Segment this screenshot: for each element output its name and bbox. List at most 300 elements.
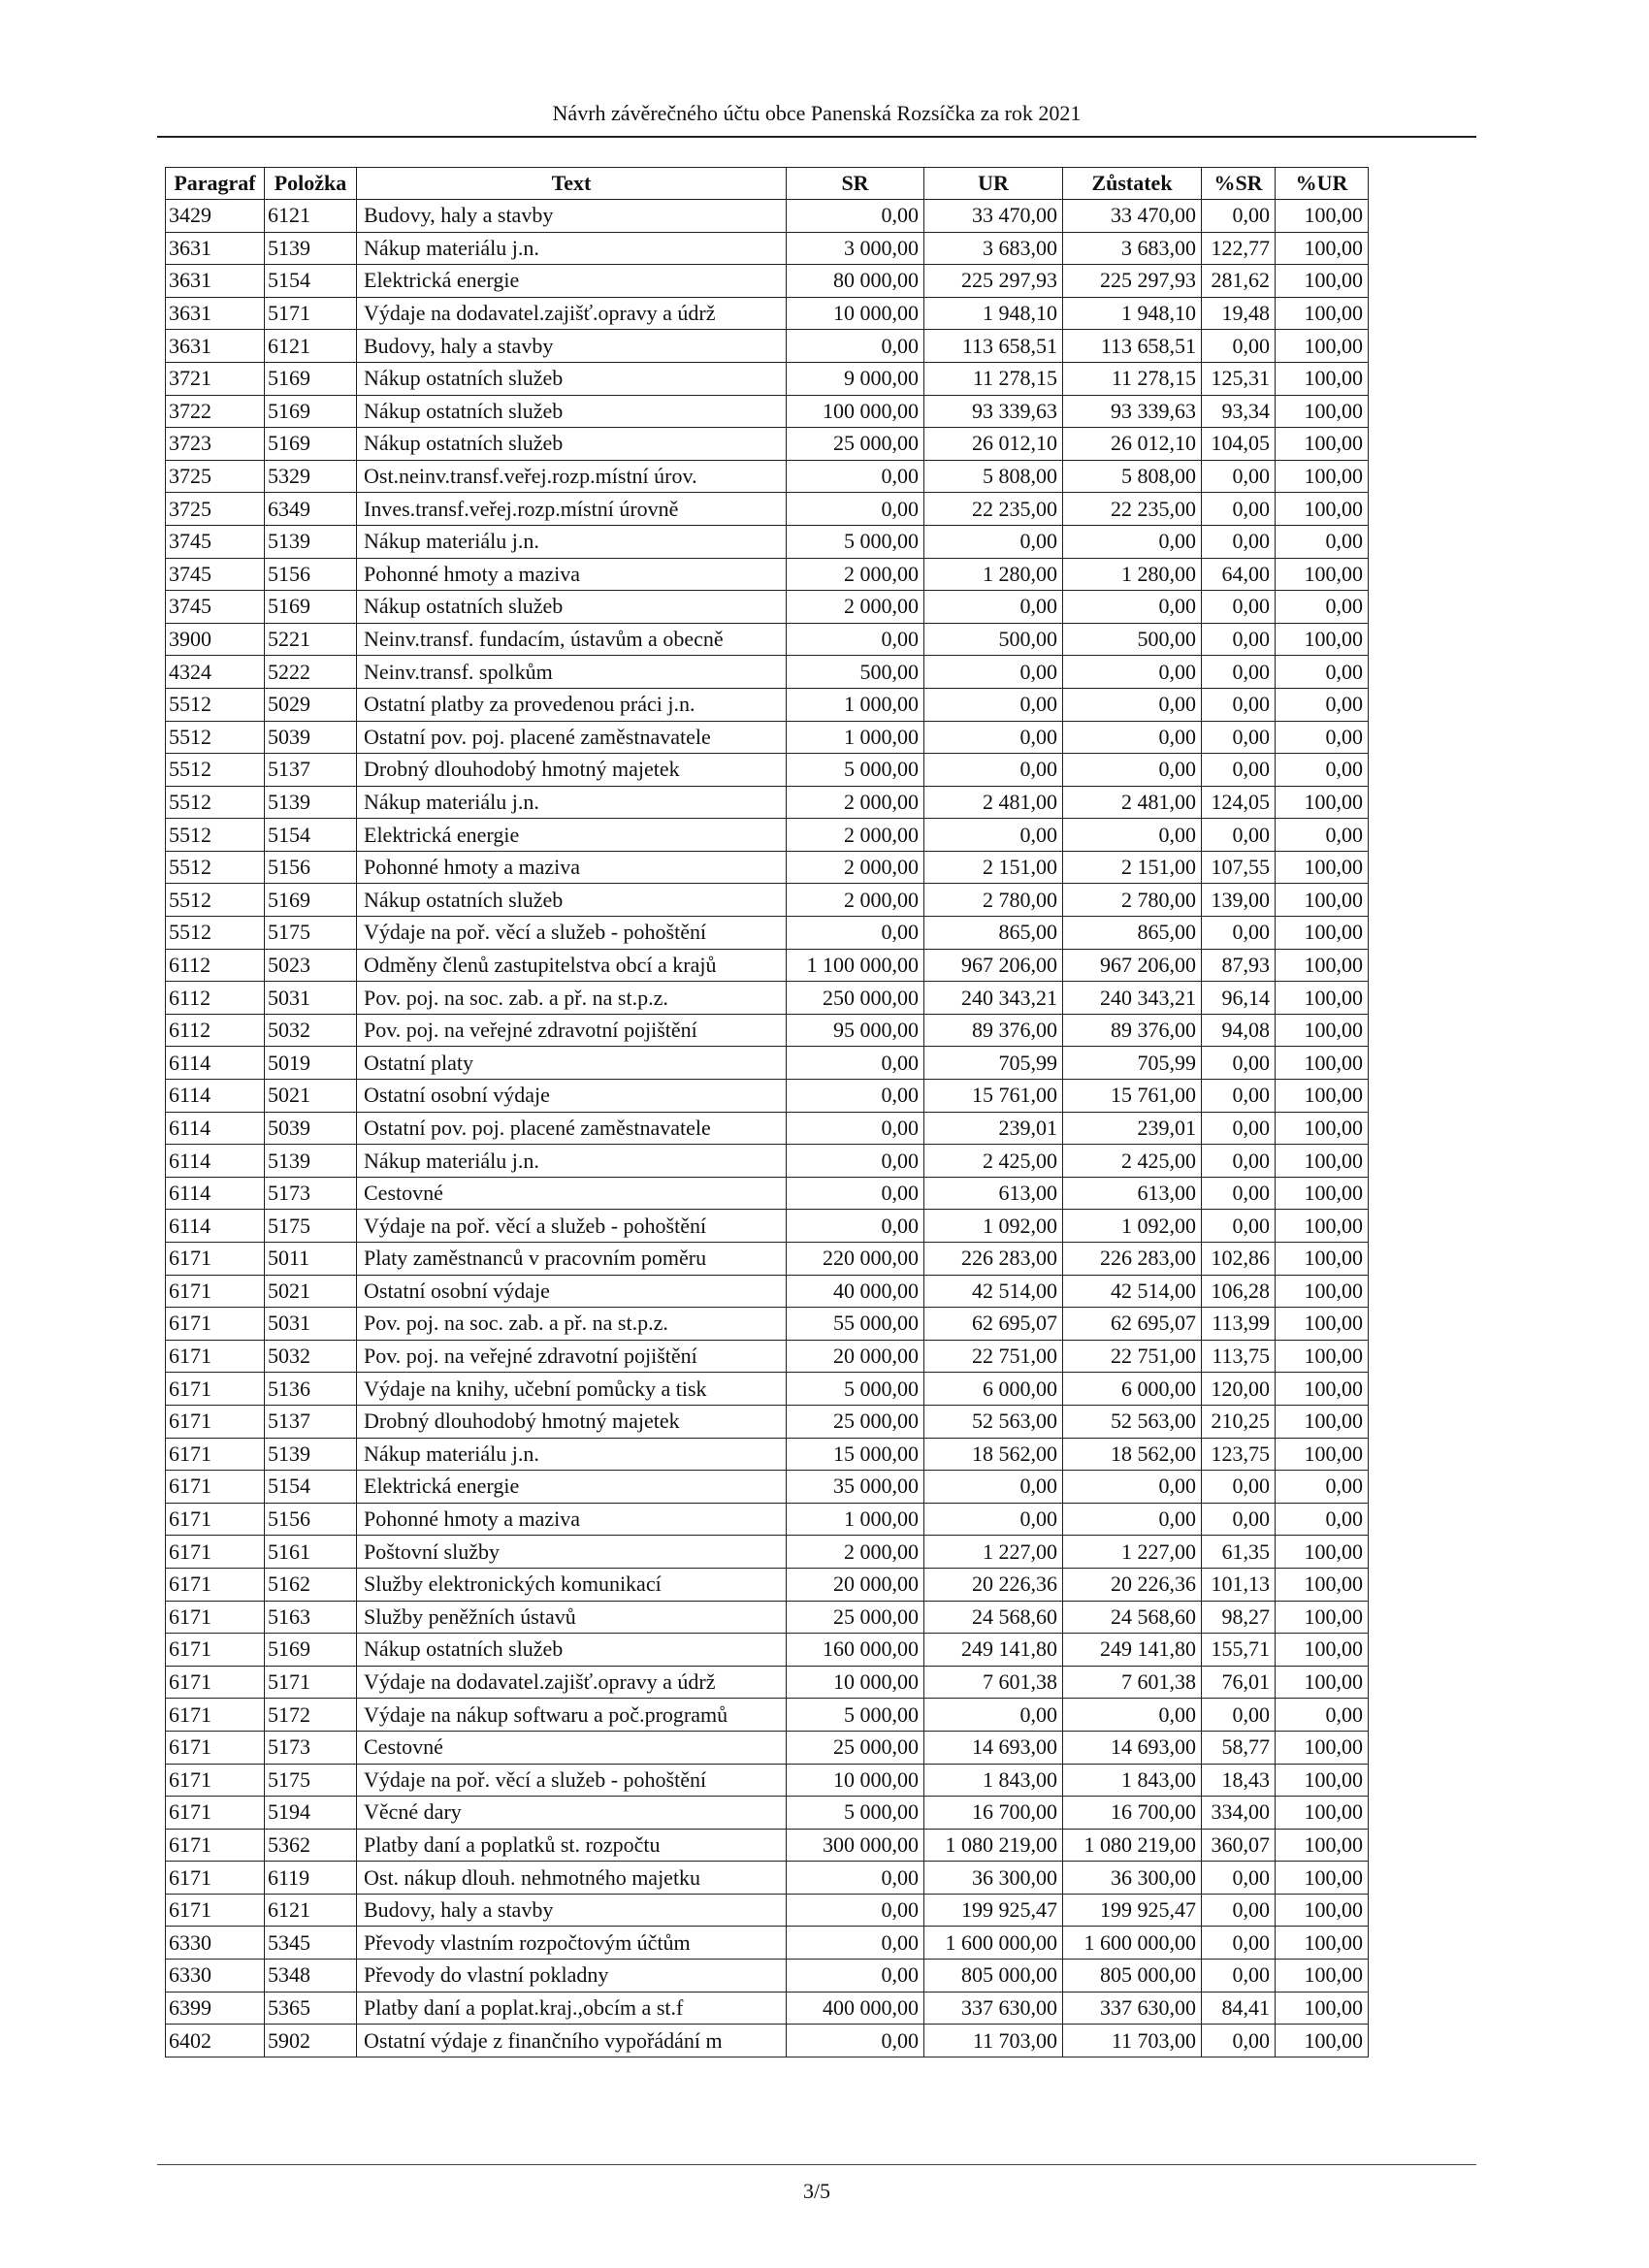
ur-cell: 7 601,38	[924, 1666, 1063, 1699]
polozka-cell: 6119	[265, 1862, 357, 1895]
pct-sr-cell: 124,05	[1202, 786, 1276, 819]
ur-cell: 1 227,00	[924, 1536, 1063, 1569]
pct-ur-cell: 100,00	[1276, 1373, 1369, 1406]
zustatek-cell: 11 278,15	[1063, 362, 1202, 395]
text-cell: Nákup materiálu j.n.	[357, 786, 787, 819]
text-cell: Ostatní výdaje z finančního vypořádání m	[357, 2025, 787, 2057]
ur-cell: 337 630,00	[924, 1992, 1063, 2025]
paragraf-cell: 6171	[166, 1308, 265, 1341]
sr-cell: 0,00	[787, 2025, 924, 2057]
header-divider	[157, 136, 1476, 138]
text-cell: Budovy, haly a stavby	[357, 200, 787, 233]
paragraf-cell: 3725	[166, 493, 265, 526]
pct-sr-cell: 18,43	[1202, 1764, 1276, 1797]
pct-ur-cell: 100,00	[1276, 1992, 1369, 2025]
pct-ur-cell: 100,00	[1276, 1438, 1369, 1471]
table-row	[166, 200, 1369, 233]
pct-ur-cell: 0,00	[1276, 656, 1369, 689]
pct-sr-cell: 0,00	[1202, 656, 1276, 689]
pct-sr-cell: 0,00	[1202, 591, 1276, 624]
ur-cell: 0,00	[924, 754, 1063, 787]
pct-sr-cell: 64,00	[1202, 558, 1276, 591]
zustatek-cell: 0,00	[1063, 1503, 1202, 1536]
polozka-cell: 5032	[265, 1014, 357, 1047]
table-row	[166, 1503, 1369, 1536]
zustatek-cell: 2 425,00	[1063, 1145, 1202, 1178]
text-cell: Elektrická energie	[357, 1471, 787, 1504]
sr-cell: 0,00	[787, 1927, 924, 1960]
zustatek-cell: 5 808,00	[1063, 460, 1202, 493]
sr-cell: 10 000,00	[787, 1764, 924, 1797]
paragraf-cell: 6402	[166, 2025, 265, 2057]
text-cell: Ost.neinv.transf.veřej.rozp.místní úrov.	[357, 460, 787, 493]
paragraf-cell: 6171	[166, 1699, 265, 1732]
paragraf-cell: 3429	[166, 200, 265, 233]
pct-sr-cell: 106,28	[1202, 1275, 1276, 1308]
sr-cell: 0,00	[787, 1894, 924, 1927]
text-cell: Převody vlastním rozpočtovým účtům	[357, 1927, 787, 1960]
sr-cell: 400 000,00	[787, 1992, 924, 2025]
zustatek-cell: 93 339,63	[1063, 395, 1202, 428]
paragraf-cell: 6171	[166, 1243, 265, 1276]
sr-cell: 1 000,00	[787, 721, 924, 754]
pct-ur-cell: 100,00	[1276, 1112, 1369, 1145]
polozka-cell: 6349	[265, 493, 357, 526]
pct-ur-cell: 100,00	[1276, 917, 1369, 950]
table-row	[166, 1568, 1369, 1601]
zustatek-cell: 15 761,00	[1063, 1080, 1202, 1113]
sr-cell: 25 000,00	[787, 1601, 924, 1634]
table-row	[166, 949, 1369, 982]
pct-ur-cell: 0,00	[1276, 1471, 1369, 1504]
table-row	[166, 1275, 1369, 1308]
text-cell: Drobný dlouhodobý hmotný majetek	[357, 1405, 787, 1438]
table-row	[166, 623, 1369, 656]
sr-cell: 20 000,00	[787, 1340, 924, 1373]
polozka-cell: 5173	[265, 1177, 357, 1210]
paragraf-cell: 3631	[166, 330, 265, 363]
pct-ur-cell: 100,00	[1276, 460, 1369, 493]
polozka-cell: 5345	[265, 1927, 357, 1960]
paragraf-cell: 5512	[166, 688, 265, 721]
polozka-cell: 5154	[265, 265, 357, 298]
sr-cell: 1 000,00	[787, 1503, 924, 1536]
paragraf-cell: 6114	[166, 1177, 265, 1210]
paragraf-cell: 5512	[166, 917, 265, 950]
table-row	[166, 1308, 1369, 1341]
text-cell: Služby peněžních ústavů	[357, 1601, 787, 1634]
pct-ur-cell: 100,00	[1276, 1927, 1369, 1960]
pct-sr-cell: 334,00	[1202, 1797, 1276, 1830]
polozka-cell: 5154	[265, 819, 357, 852]
pct-ur-cell: 100,00	[1276, 1308, 1369, 1341]
table-row	[166, 1177, 1369, 1210]
ur-cell: 22 235,00	[924, 493, 1063, 526]
pct-sr-cell: 104,05	[1202, 428, 1276, 461]
pct-ur-cell: 0,00	[1276, 1503, 1369, 1536]
text-cell: Pov. poj. na veřejné zdravotní pojištění	[357, 1340, 787, 1373]
table-row	[166, 330, 1369, 363]
zustatek-cell: 0,00	[1063, 591, 1202, 624]
pct-ur-cell: 100,00	[1276, 493, 1369, 526]
paragraf-cell: 6114	[166, 1112, 265, 1145]
paragraf-cell: 6112	[166, 949, 265, 982]
ur-cell: 2 151,00	[924, 851, 1063, 884]
sr-cell: 9 000,00	[787, 362, 924, 395]
pct-ur-cell: 100,00	[1276, 1634, 1369, 1667]
zustatek-cell: 18 562,00	[1063, 1438, 1202, 1471]
zustatek-cell: 14 693,00	[1063, 1731, 1202, 1764]
pct-sr-cell: 0,00	[1202, 1699, 1276, 1732]
pct-sr-cell: 0,00	[1202, 200, 1276, 233]
zustatek-cell: 337 630,00	[1063, 1992, 1202, 2025]
zustatek-cell: 24 568,60	[1063, 1601, 1202, 1634]
sr-cell: 5 000,00	[787, 525, 924, 558]
ur-cell: 3 683,00	[924, 232, 1063, 265]
paragraf-cell: 3631	[166, 265, 265, 298]
polozka-cell: 5156	[265, 1503, 357, 1536]
pct-sr-cell: 155,71	[1202, 1634, 1276, 1667]
table-row	[166, 721, 1369, 754]
polozka-cell: 5171	[265, 1666, 357, 1699]
table-row	[166, 1699, 1369, 1732]
paragraf-cell: 6171	[166, 1797, 265, 1830]
table-row	[166, 1210, 1369, 1243]
sr-cell: 2 000,00	[787, 1536, 924, 1569]
table-row	[166, 819, 1369, 852]
sr-cell: 2 000,00	[787, 786, 924, 819]
polozka-cell: 5019	[265, 1047, 357, 1080]
pct-sr-cell: 61,35	[1202, 1536, 1276, 1569]
sr-cell: 5 000,00	[787, 1373, 924, 1406]
pct-sr-cell: 0,00	[1202, 688, 1276, 721]
column-header-zustatek: Zůstatek	[1063, 168, 1202, 200]
sr-cell: 10 000,00	[787, 297, 924, 330]
text-cell: Ostatní platy	[357, 1047, 787, 1080]
zustatek-cell: 0,00	[1063, 819, 1202, 852]
polozka-cell: 5136	[265, 1373, 357, 1406]
text-cell: Elektrická energie	[357, 265, 787, 298]
sr-cell: 1 000,00	[787, 688, 924, 721]
text-cell: Odměny členů zastupitelstva obcí a krajů	[357, 949, 787, 982]
zustatek-cell: 22 235,00	[1063, 493, 1202, 526]
sr-cell: 15 000,00	[787, 1438, 924, 1471]
table-row	[166, 754, 1369, 787]
pct-sr-cell: 0,00	[1202, 525, 1276, 558]
text-cell: Cestovné	[357, 1731, 787, 1764]
sr-cell: 2 000,00	[787, 591, 924, 624]
sr-cell: 2 000,00	[787, 819, 924, 852]
text-cell: Výdaje na poř. věcí a služeb - pohoštění	[357, 917, 787, 950]
pct-ur-cell: 100,00	[1276, 1536, 1369, 1569]
pct-ur-cell: 100,00	[1276, 623, 1369, 656]
polozka-cell: 5175	[265, 1764, 357, 1797]
text-cell: Pohonné hmoty a maziva	[357, 558, 787, 591]
paragraf-cell: 4324	[166, 656, 265, 689]
column-header-pct-sr: %SR	[1202, 168, 1276, 200]
table-row	[166, 265, 1369, 298]
paragraf-cell: 6171	[166, 1438, 265, 1471]
polozka-cell: 5032	[265, 1340, 357, 1373]
table-row	[166, 851, 1369, 884]
zustatek-cell: 1 227,00	[1063, 1536, 1202, 1569]
ur-cell: 0,00	[924, 819, 1063, 852]
pct-sr-cell: 360,07	[1202, 1829, 1276, 1862]
sr-cell: 3 000,00	[787, 232, 924, 265]
ur-cell: 500,00	[924, 623, 1063, 656]
ur-cell: 11 278,15	[924, 362, 1063, 395]
polozka-cell: 5021	[265, 1080, 357, 1113]
table-row	[166, 1243, 1369, 1276]
pct-sr-cell: 98,27	[1202, 1601, 1276, 1634]
pct-ur-cell: 100,00	[1276, 1764, 1369, 1797]
paragraf-cell: 3721	[166, 362, 265, 395]
polozka-cell: 6121	[265, 200, 357, 233]
zustatek-cell: 62 695,07	[1063, 1308, 1202, 1341]
pct-ur-cell: 100,00	[1276, 1047, 1369, 1080]
polozka-cell: 5902	[265, 2025, 357, 2057]
table-row	[166, 1047, 1369, 1080]
polozka-cell: 5139	[265, 232, 357, 265]
paragraf-cell: 6114	[166, 1047, 265, 1080]
text-cell: Služby elektronických komunikací	[357, 1568, 787, 1601]
ur-cell: 0,00	[924, 1471, 1063, 1504]
pct-sr-cell: 19,48	[1202, 297, 1276, 330]
polozka-cell: 5139	[265, 1145, 357, 1178]
column-header-pct-ur: %UR	[1276, 168, 1369, 200]
zustatek-cell: 1 092,00	[1063, 1210, 1202, 1243]
sr-cell: 0,00	[787, 1080, 924, 1113]
text-cell: Elektrická energie	[357, 819, 787, 852]
table-row	[166, 1829, 1369, 1862]
ur-cell: 1 843,00	[924, 1764, 1063, 1797]
polozka-cell: 5194	[265, 1797, 357, 1830]
text-cell: Nákup ostatních služeb	[357, 395, 787, 428]
table-row	[166, 493, 1369, 526]
sr-cell: 250 000,00	[787, 982, 924, 1015]
pct-sr-cell: 0,00	[1202, 819, 1276, 852]
text-cell: Věcné dary	[357, 1797, 787, 1830]
column-header-polozka: Položka	[265, 168, 357, 200]
paragraf-cell: 6399	[166, 1992, 265, 2025]
polozka-cell: 5169	[265, 591, 357, 624]
text-cell: Nákup ostatních služeb	[357, 428, 787, 461]
text-cell: Nákup ostatních služeb	[357, 362, 787, 395]
sr-cell: 0,00	[787, 330, 924, 363]
text-cell: Nákup materiálu j.n.	[357, 525, 787, 558]
polozka-cell: 5154	[265, 1471, 357, 1504]
text-cell: Výdaje na dodavatel.zajišť.opravy a údrž	[357, 297, 787, 330]
pct-sr-cell: 0,00	[1202, 1894, 1276, 1927]
text-cell: Výdaje na nákup softwaru a poč.programů	[357, 1699, 787, 1732]
paragraf-cell: 6112	[166, 1014, 265, 1047]
pct-sr-cell: 0,00	[1202, 2025, 1276, 2057]
table-row	[166, 1373, 1369, 1406]
ur-cell: 24 568,60	[924, 1601, 1063, 1634]
ur-cell: 36 300,00	[924, 1862, 1063, 1895]
sr-cell: 100 000,00	[787, 395, 924, 428]
text-cell: Nákup materiálu j.n.	[357, 1145, 787, 1178]
polozka-cell: 5221	[265, 623, 357, 656]
polozka-cell: 5169	[265, 395, 357, 428]
ur-cell: 240 343,21	[924, 982, 1063, 1015]
sr-cell: 55 000,00	[787, 1308, 924, 1341]
table-row	[166, 1405, 1369, 1438]
footer-divider	[157, 2164, 1476, 2165]
pct-sr-cell: 0,00	[1202, 460, 1276, 493]
text-cell: Ost. nákup dlouh. nehmotného majetku	[357, 1862, 787, 1895]
table-row	[166, 1536, 1369, 1569]
sr-cell: 0,00	[787, 1047, 924, 1080]
paragraf-cell: 6171	[166, 1471, 265, 1504]
zustatek-cell: 0,00	[1063, 754, 1202, 787]
sr-cell: 300 000,00	[787, 1829, 924, 1862]
polozka-cell: 5029	[265, 688, 357, 721]
table-row	[166, 1112, 1369, 1145]
table-row	[166, 460, 1369, 493]
text-cell: Drobný dlouhodobý hmotný majetek	[357, 754, 787, 787]
zustatek-cell: 2 151,00	[1063, 851, 1202, 884]
table-row	[166, 1927, 1369, 1960]
ur-cell: 0,00	[924, 1503, 1063, 1536]
text-cell: Pov. poj. na soc. zab. a př. na st.p.z.	[357, 982, 787, 1015]
pct-sr-cell: 0,00	[1202, 1960, 1276, 1993]
zustatek-cell: 239,01	[1063, 1112, 1202, 1145]
column-header-paragraf: Paragraf	[166, 168, 265, 200]
polozka-cell: 5162	[265, 1568, 357, 1601]
pct-sr-cell: 0,00	[1202, 1177, 1276, 1210]
polozka-cell: 5023	[265, 949, 357, 982]
ur-cell: 0,00	[924, 721, 1063, 754]
polozka-cell: 5139	[265, 525, 357, 558]
table-row	[166, 2025, 1369, 2057]
column-header-text: Text	[357, 168, 787, 200]
ur-cell: 967 206,00	[924, 949, 1063, 982]
polozka-cell: 5161	[265, 1536, 357, 1569]
text-cell: Převody do vlastní pokladny	[357, 1960, 787, 1993]
table-row	[166, 1666, 1369, 1699]
paragraf-cell: 3723	[166, 428, 265, 461]
pct-sr-cell: 281,62	[1202, 265, 1276, 298]
sr-cell: 10 000,00	[787, 1666, 924, 1699]
table-row	[166, 917, 1369, 950]
text-cell: Výdaje na poř. věcí a služeb - pohoštění	[357, 1764, 787, 1797]
polozka-cell: 5222	[265, 656, 357, 689]
pct-sr-cell: 0,00	[1202, 623, 1276, 656]
paragraf-cell: 6171	[166, 1829, 265, 1862]
zustatek-cell: 0,00	[1063, 721, 1202, 754]
paragraf-cell: 3900	[166, 623, 265, 656]
polozka-cell: 5156	[265, 851, 357, 884]
pct-ur-cell: 100,00	[1276, 1145, 1369, 1178]
pct-sr-cell: 0,00	[1202, 1471, 1276, 1504]
paragraf-cell: 3631	[166, 232, 265, 265]
zustatek-cell: 226 283,00	[1063, 1243, 1202, 1276]
polozka-cell: 6121	[265, 1894, 357, 1927]
pct-sr-cell: 113,99	[1202, 1308, 1276, 1341]
sr-cell: 20 000,00	[787, 1568, 924, 1601]
zustatek-cell: 500,00	[1063, 623, 1202, 656]
ur-cell: 52 563,00	[924, 1405, 1063, 1438]
ur-cell: 26 012,10	[924, 428, 1063, 461]
ur-cell: 93 339,63	[924, 395, 1063, 428]
paragraf-cell: 6171	[166, 1405, 265, 1438]
polozka-cell: 5173	[265, 1731, 357, 1764]
paragraf-cell: 6114	[166, 1210, 265, 1243]
polozka-cell: 5171	[265, 297, 357, 330]
text-cell: Ostatní platby za provedenou práci j.n.	[357, 688, 787, 721]
document-title: Návrh závěrečného účtu obce Panenská Rozsíčka za rok 2021	[552, 101, 1082, 125]
paragraf-cell: 6171	[166, 1731, 265, 1764]
ur-cell: 226 283,00	[924, 1243, 1063, 1276]
paragraf-cell: 6171	[166, 1568, 265, 1601]
text-cell: Budovy, haly a stavby	[357, 1894, 787, 1927]
zustatek-cell: 225 297,93	[1063, 265, 1202, 298]
polozka-cell: 5172	[265, 1699, 357, 1732]
ur-cell: 5 808,00	[924, 460, 1063, 493]
table-row	[166, 232, 1369, 265]
zustatek-cell: 249 141,80	[1063, 1634, 1202, 1667]
ur-cell: 0,00	[924, 525, 1063, 558]
table-row	[166, 525, 1369, 558]
ur-cell: 0,00	[924, 656, 1063, 689]
pct-ur-cell: 0,00	[1276, 688, 1369, 721]
ur-cell: 705,99	[924, 1047, 1063, 1080]
ur-cell: 199 925,47	[924, 1894, 1063, 1927]
pct-ur-cell: 100,00	[1276, 1243, 1369, 1276]
sr-cell: 35 000,00	[787, 1471, 924, 1504]
paragraf-cell: 6171	[166, 1373, 265, 1406]
sr-cell: 0,00	[787, 1112, 924, 1145]
paragraf-cell: 6330	[166, 1960, 265, 1993]
zustatek-cell: 0,00	[1063, 1471, 1202, 1504]
polozka-cell: 5163	[265, 1601, 357, 1634]
table-row	[166, 428, 1369, 461]
pct-sr-cell: 94,08	[1202, 1014, 1276, 1047]
zustatek-cell: 1 843,00	[1063, 1764, 1202, 1797]
sr-cell: 5 000,00	[787, 1699, 924, 1732]
polozka-cell: 5362	[265, 1829, 357, 1862]
sr-cell: 0,00	[787, 1145, 924, 1178]
pct-ur-cell: 100,00	[1276, 1405, 1369, 1438]
sr-cell: 160 000,00	[787, 1634, 924, 1667]
ur-cell: 225 297,93	[924, 265, 1063, 298]
polozka-cell: 5139	[265, 786, 357, 819]
zustatek-cell: 705,99	[1063, 1047, 1202, 1080]
budget-table	[165, 167, 1369, 2057]
ur-cell: 865,00	[924, 917, 1063, 950]
paragraf-cell: 5512	[166, 786, 265, 819]
pct-sr-cell: 139,00	[1202, 884, 1276, 917]
pct-ur-cell: 100,00	[1276, 1666, 1369, 1699]
polozka-cell: 5031	[265, 982, 357, 1015]
pct-ur-cell: 100,00	[1276, 1731, 1369, 1764]
ur-cell: 249 141,80	[924, 1634, 1063, 1667]
zustatek-cell: 1 080 219,00	[1063, 1829, 1202, 1862]
sr-cell: 40 000,00	[787, 1275, 924, 1308]
table-row	[166, 786, 1369, 819]
ur-cell: 1 092,00	[924, 1210, 1063, 1243]
polozka-cell: 5169	[265, 884, 357, 917]
polozka-cell: 5031	[265, 1308, 357, 1341]
zustatek-cell: 613,00	[1063, 1177, 1202, 1210]
paragraf-cell: 6330	[166, 1927, 265, 1960]
zustatek-cell: 199 925,47	[1063, 1894, 1202, 1927]
zustatek-cell: 26 012,10	[1063, 428, 1202, 461]
text-cell: Pohonné hmoty a maziva	[357, 1503, 787, 1536]
paragraf-cell: 6171	[166, 1634, 265, 1667]
sr-cell: 0,00	[787, 623, 924, 656]
